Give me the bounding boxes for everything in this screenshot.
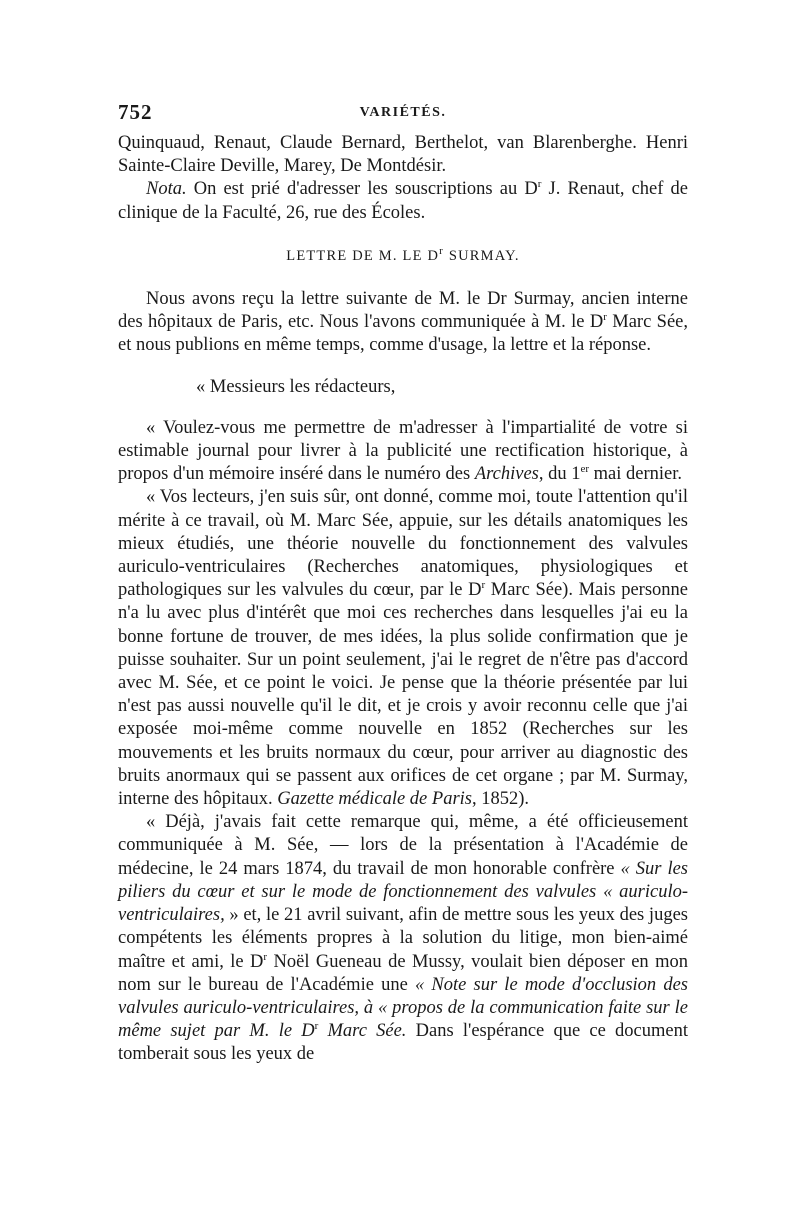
page-header [118, 100, 688, 130]
letter-intro-paragraph: Nous avons reçu la lettre suivante de M. le Dr Surmay, ancien interne des hôpitaux de Paris, etc. Nous l'avons communiquée à M. le $D^r$ Marc Sée, et nous publions en même temps, comme d'usage, la lettre et la réponse. [118, 289, 688, 356]
nota-paragraph: Nota. On est prié d'adresser les souscriptions au $D^r$ J. Renaut, chef de clinique de la Faculté, 26, rue des Écoles. [118, 178, 688, 223]
section-title: LETTRE DE M. LE $D^r$ SURMAY. [286, 244, 520, 264]
nota-label: Nota. [146, 179, 187, 200]
subscriber-names: Quinquaud, Renaut, Claude Bernard, Berthelot, van Blarenberghe. Henri Sainte-Claire Deville, Marey, De Montdésir. [118, 133, 688, 177]
letter-paragraph-3: « Déjà, j'avais fait cette remarque qui, même, a été officieusement communiquée à M. Sée, — lors de la présentation à l'Académie de médecine, le 24 mars 1874, du travail de mon honorable confrère « Sur les piliers du cœur et sur le mode de fonctionnement des valvules « auriculo-ventriculaires, » et, le 21 avril suivant, afin de mettre sous les yeux des juges compétents les éléments propres à la solution du litige, mon bien-aimé maître et ami, le $D^r$ Noël Gueneau de Mussy, voulait bien déposer en mon nom sur le bureau de l'Académie une « Note sur le mode d'occlusion des valvules auriculo-ventriculaires, à « propos de la communication faite sur le même sujet par M. le $D^r$ Marc Sée. Dans l'espérance que ce document tomberait sous les yeux de [118, 812, 689, 1065]
page-number: 752 [118, 100, 153, 124]
letter-paragraph-1: « Voulez-vous me permettre de m'adresser à l'impartialité de votre si estimable journal pour livrer à la publicité une rectification historique, à propos d'un mémoire inséré dans le numéro des Archives, du 1er mai dernier. [118, 417, 688, 485]
running-head: VARIÉTÉS. [359, 105, 447, 120]
page-body [118, 132, 688, 1067]
letter-salutation: « Messieurs les rédacteurs, [196, 376, 396, 397]
letter-paragraph-2: « Vos lecteurs, j'en suis sûr, ont donné, comme moi, toute l'attention qu'il mérite à ce travail, où M. Marc Sée, appuie, sur les détails anatomiques les mieux étudiés, une théorie nouvelle du fonctionnement des valvules auriculo-ventriculaires (Recherches anatomiques, physiologiques et pathologiques sur les valvules du cœur, par le $D^r$ Marc Sée). Mais personne n'a lu avec plus d'intérêt que moi ces recherches dans lesquelles j'ai eu la bonne fortune de trouver, de mes idées, la plus solide confirmation que je puisse souhaiter. Sur un point seulement, j'ai le regret de n'être pas d'accord avec M. Sée, et ce point le voici. Je pense que la théorie présentée par lui n'est pas aussi nouvelle qu'il le dit, et je crois y avoir reconnu celle que j'ai exposée moi-même comme nouvelle en 1852 (Recherches sur les mouvements et les bruits normaux du cœur, pour arriver au diagnostic des bruits anormaux qui se passent aux orifices de cet organe ; par M. Surmay, interne des hôpitaux. Gazette médicale de Paris, 1852). [118, 487, 689, 810]
